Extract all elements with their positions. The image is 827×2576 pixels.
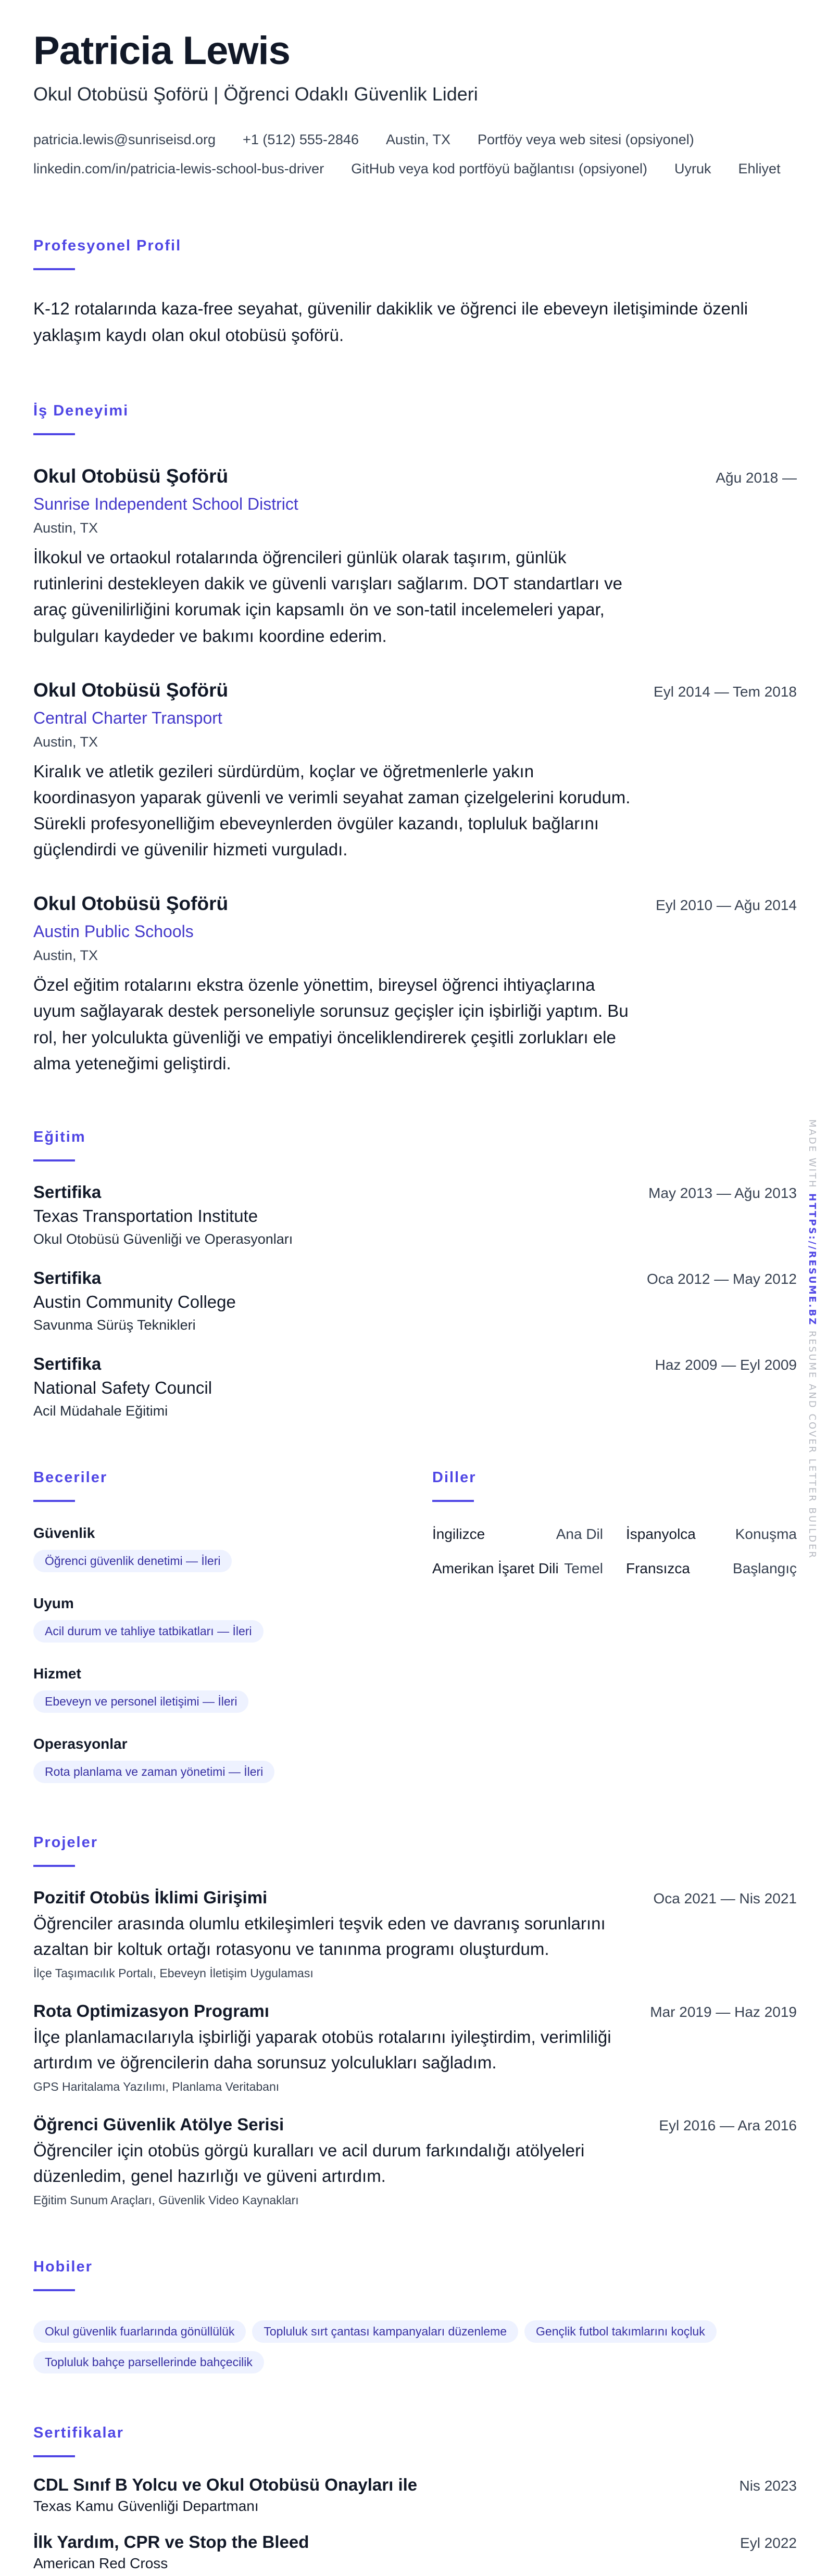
section-divider: [33, 433, 75, 435]
skill-group: [33, 1665, 432, 1713]
contact-phone[interactable]: +1 (512) 555-2846: [243, 131, 359, 147]
education-degree: Sertifika: [33, 1182, 102, 1202]
candidate-headline: Okul Otobüsü Şoförü | Öğrenci Odaklı Güvenlik Lideri: [33, 83, 478, 105]
education-date: May 2013 — Ağu 2013: [648, 1184, 797, 1201]
language-name: Amerikan İşaret Dili: [432, 1560, 559, 1576]
watermark-link[interactable]: HTTPS://RESUME.BZ: [807, 1193, 818, 1327]
resume-page: [33, 30, 797, 2572]
education-date: Oca 2012 — May 2012: [647, 1270, 797, 1287]
section-title: Eğitim: [33, 1128, 86, 1145]
certification-name: İlk Yardım, CPR ve Stop the Bleed: [33, 2532, 309, 2552]
language-level: Konuşma: [735, 1525, 797, 1542]
job-employer: Central Charter Transport: [33, 708, 222, 727]
education-section: [33, 1129, 797, 1419]
hobby-list: [33, 2312, 797, 2373]
section-title: Hobiler: [33, 2258, 93, 2275]
section-divider: [33, 2455, 75, 2457]
skill-group-name: Güvenlik: [33, 1524, 95, 1541]
language-item: [432, 1560, 603, 1577]
job-description: Kiralık ve atletik gezileri sürdürdüm, koçlar ve öğretmenlerle yakın koordinasyon yaparak güvenli ve verimli seyahat zaman çizelgelerini korudum. Sürekli profesyonelliğim ebeveynlerden övgüler kazandı, topluluk bağlarını güçlendirdi ve güvenilir hizmeti vurguladı.: [33, 761, 631, 860]
contact-portfolio[interactable]: Portföy veya web sitesi (opsiyonel): [478, 131, 694, 147]
certification-name: CDL Sınıf B Yolcu ve Okul Otobüsü Onayları ile: [33, 2474, 418, 2494]
project-description: Öğrenciler için otobüs görgü kuralları ve acil durum farkındalığı atölyeleri düzenledim, genel hazırlığı ve güveni artırdım.: [33, 2140, 585, 2186]
contact-email[interactable]: patricia.lewis@sunriseisd.org: [33, 131, 216, 147]
skills-languages-row: [33, 1469, 797, 1783]
project-tools: Eğitim Sunum Araçları, Güvenlik Video Kaynakları: [33, 2193, 299, 2207]
job-description: Özel eğitim rotalarını ekstra özenle yönettim, bireysel öğrenci ihtiyaçlarına uyum sağlayarak destek personeliyle sorunsuz geçişler için işbirliği yaptım. Bu rol, her yolculukta güvenliği ve empatiyi önceliklendirerek çeşitli zorlukları ele alma yeteneğimi geliştirdi.: [33, 975, 629, 1073]
section-divider: [33, 2289, 75, 2291]
language-level: Başlangıç: [733, 1560, 797, 1576]
language-level: Temel: [564, 1560, 603, 1576]
certification-item: [33, 2475, 797, 2515]
hobby-chip: Topluluk bahçe parsellerinde bahçecilik: [33, 2351, 264, 2373]
job-location: Austin, TX: [33, 520, 98, 536]
builder-watermark: [807, 1119, 818, 1559]
hobby-chip: Topluluk sırt çantası kampanyaları düzenleme: [252, 2320, 518, 2343]
job-description: İlkokul ve ortaokul rotalarında öğrencileri günlük olarak taşırım, günlük rutinlerini destekleyen dakik ve güvenli varışları sağlarım. DOT standartları ve araç güvenilirliğini korumak için kapsamlı ön ve son-tatil incelemeleri yapar, bulguları kaydeder ve bakımı koordine ederim.: [33, 548, 623, 646]
language-item: [626, 1526, 797, 1543]
skill-group: [33, 1595, 432, 1643]
job-location: Austin, TX: [33, 734, 98, 750]
project-description: İlçe planlamacılarıyla işbirliği yaparak otobüs rotalarını iyileştirdim, verimliliği artırdım ve öğrencilerin daha sorunsuz yolculukları sağladım.: [33, 2027, 611, 2073]
section-divider: [33, 1865, 75, 1867]
language-item: [432, 1526, 603, 1543]
language-item: [626, 1560, 797, 1577]
education-institution: Texas Transportation Institute: [33, 1206, 258, 1226]
certifications-section: [33, 2425, 797, 2572]
language-level: Ana Dil: [556, 1525, 603, 1542]
experience-item: [33, 679, 797, 863]
project-name: Öğrenci Güvenlik Atölye Serisi: [33, 2114, 284, 2134]
project-item: [33, 2115, 797, 2207]
education-degree: Sertifika: [33, 1354, 102, 1373]
watermark-suffix: RESUME AND COVER LETTER BUILDER: [807, 1331, 818, 1560]
section-divider: [33, 268, 75, 270]
education-field: Acil Müdahale Eğitimi: [33, 1403, 168, 1419]
section-title: Projeler: [33, 1834, 98, 1851]
skill-group-name: Uyum: [33, 1595, 74, 1611]
education-field: Savunma Sürüş Teknikleri: [33, 1317, 196, 1333]
watermark-prefix: MADE WITH: [807, 1119, 818, 1189]
skill-chip: Ebeveyn ve personel iletişimi — İleri: [33, 1690, 248, 1713]
language-name: İspanyolca: [626, 1525, 696, 1542]
language-name: İngilizce: [432, 1525, 485, 1542]
project-description: Öğrenciler arasında olumlu etkileşimleri teşvik eden ve davranış sorunlarını azaltan bir koltuk ortağı rotasyonu ve tanınma programı oluşturdum.: [33, 1913, 606, 1959]
projects-section: [33, 1834, 797, 2207]
candidate-name: Patricia Lewis: [33, 29, 290, 73]
hobbies-section: [33, 2258, 797, 2373]
education-item: [33, 1268, 797, 1333]
languages-section: [432, 1469, 797, 1783]
education-institution: National Safety Council: [33, 1378, 212, 1397]
section-title: Sertifikalar: [33, 2424, 124, 2441]
section-title: İş Deneyimi: [33, 402, 129, 420]
skill-chip: Acil durum ve tahliye tatbikatları — İleri: [33, 1620, 264, 1643]
education-institution: Austin Community College: [33, 1292, 236, 1311]
skills-section: [33, 1469, 432, 1783]
job-location: Austin, TX: [33, 948, 98, 964]
profile-summary: K-12 rotalarında kaza-free seyahat, güvenilir dakiklik ve öğrenci ile ebeveyn iletişiminde özenli yaklaşım kaydı olan okul otobüsü şoförü.: [33, 298, 748, 345]
education-item: [33, 1354, 797, 1419]
contact-license: Ehliyet: [738, 160, 781, 176]
education-field: Okul Otobüsü Güvenliği ve Operasyonları: [33, 1231, 293, 1247]
project-tools: GPS Haritalama Yazılımı, Planlama Veritabanı: [33, 2079, 280, 2093]
contact-github[interactable]: GitHub veya kod portföyü bağlantısı (opsiyonel): [351, 160, 648, 176]
job-title: Okul Otobüsü Şoförü: [33, 465, 229, 487]
certification-date: Eyl 2022: [740, 2534, 797, 2551]
skill-group-name: Operasyonlar: [33, 1735, 128, 1752]
project-name: Rota Optimizasyon Programı: [33, 2001, 269, 2021]
section-divider: [33, 1500, 75, 1502]
skill-chip: Rota planlama ve zaman yönetimi — İleri: [33, 1761, 274, 1783]
job-employer: Austin Public Schools: [33, 922, 194, 941]
education-date: Haz 2009 — Eyl 2009: [655, 1356, 797, 1373]
project-item: [33, 1888, 797, 1980]
section-title: Beceriler: [33, 1469, 108, 1486]
certification-issuer: Texas Kamu Güvenliği Departmanı: [33, 2497, 259, 2514]
education-item: [33, 1182, 797, 1247]
experience-item: [33, 893, 797, 1077]
language-name: Fransızca: [626, 1560, 690, 1576]
skill-chip: Öğrenci güvenlik denetimi — İleri: [33, 1550, 232, 1572]
project-item: [33, 2001, 797, 2094]
job-title: Okul Otobüsü Şoförü: [33, 679, 229, 701]
job-date: Ağu 2018 —: [716, 470, 797, 486]
project-tools: İlçe Taşımacılık Portalı, Ebeveyn İletişim Uygulaması: [33, 1966, 314, 1980]
section-title: Profesyonel Profil: [33, 237, 182, 254]
skill-group-name: Hizmet: [33, 1665, 81, 1682]
certification-issuer: American Red Cross: [33, 2555, 168, 2571]
contact-list: [33, 125, 797, 183]
job-date: Eyl 2014 — Tem 2018: [654, 683, 797, 700]
certification-date: Nis 2023: [739, 2477, 797, 2494]
skill-group: [33, 1525, 432, 1572]
contact-location: Austin, TX: [385, 131, 451, 147]
job-date: Eyl 2010 — Ağu 2014: [656, 897, 797, 914]
section-divider: [432, 1500, 474, 1502]
certification-item: [33, 2532, 797, 2572]
experience-item: [33, 465, 797, 649]
hobby-chip: Gençlik futbol takımlarını koçluk: [524, 2320, 717, 2343]
language-list: [432, 1526, 797, 1577]
profile-section: [33, 237, 797, 348]
job-employer: Sunrise Independent School District: [33, 495, 298, 514]
hobby-chip: Okul güvenlik fuarlarında gönüllülük: [33, 2320, 246, 2343]
project-name: Pozitif Otobüs İklimi Girişimi: [33, 1887, 268, 1907]
section-divider: [33, 1159, 75, 1161]
section-title: Diller: [432, 1469, 477, 1486]
contact-linkedin[interactable]: linkedin.com/in/patricia-lewis-school-bus-driver: [33, 160, 324, 176]
project-date: Mar 2019 — Haz 2019: [650, 2003, 797, 2020]
job-title: Okul Otobüsü Şoförü: [33, 893, 229, 915]
skill-group: [33, 1736, 432, 1783]
project-date: Eyl 2016 — Ara 2016: [659, 2117, 797, 2133]
education-degree: Sertifika: [33, 1268, 102, 1287]
project-date: Oca 2021 — Nis 2021: [653, 1890, 797, 1906]
experience-section: [33, 402, 797, 1077]
contact-nationality: Uyruk: [674, 160, 711, 176]
